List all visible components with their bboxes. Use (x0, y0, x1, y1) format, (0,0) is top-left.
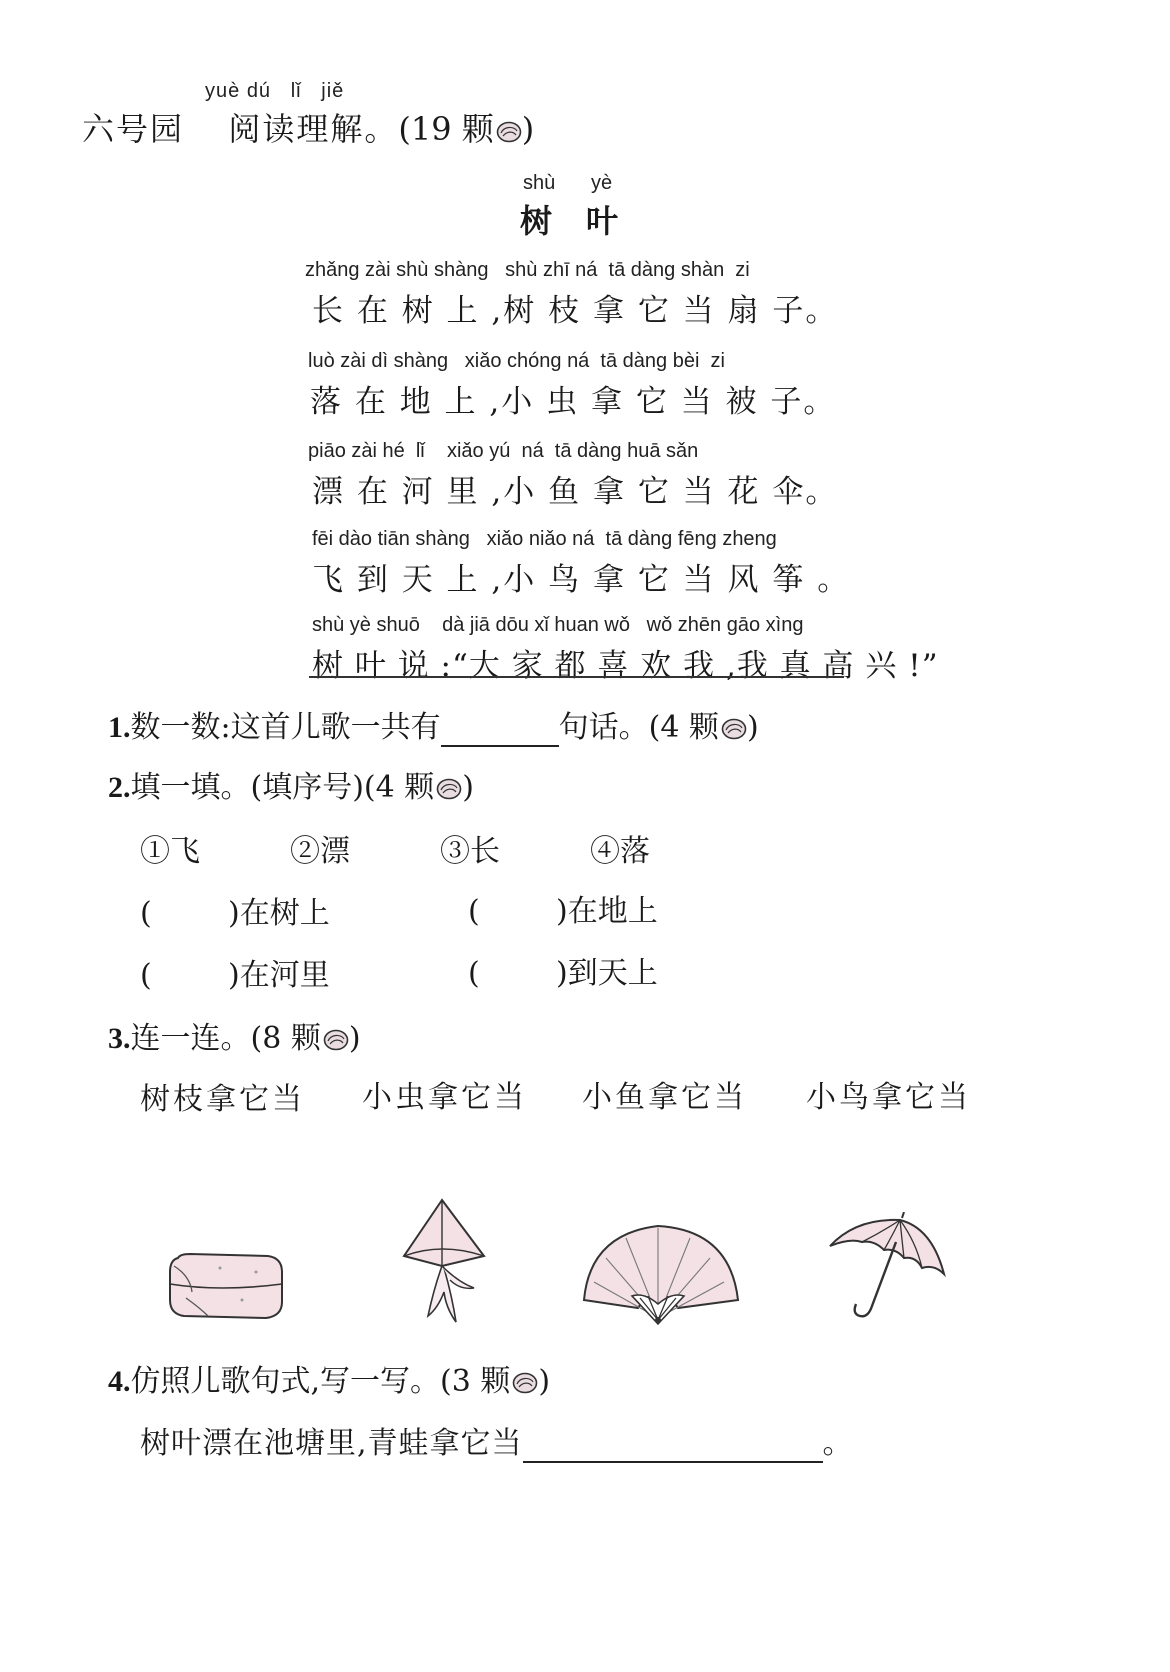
poem-title-pinyin-1: shù (523, 172, 556, 194)
poem-title-pinyin-2: yè (591, 172, 613, 194)
option-1: ①飞 (140, 834, 200, 869)
option-2: ②漂 (290, 834, 350, 869)
poem-line-5-pinyin: shù yè shuō dà jiā dōu xǐ huan wǒ wǒ zhēn gāo xìng (312, 614, 804, 636)
poem-line-1: 长 在 树 上 ,树 枝 拿 它 当 扇 子。 (312, 293, 839, 329)
match-phrase-1[interactable]: 树枝拿它当 (140, 1082, 305, 1117)
section-points: (19 颗 ) (398, 110, 535, 148)
answer-blank-4[interactable] (523, 1426, 823, 1463)
question-1: 1.数一数:这首儿歌一共有 句话。(4 颗 ) (108, 710, 759, 745)
answer-blank-1[interactable] (441, 710, 559, 747)
poem-line-3-pinyin: piāo zài hé lǐ xiǎo yú ná tā dàng huā sǎn (308, 440, 699, 462)
gem-icon (436, 778, 462, 800)
section-title: 阅读理解。 (228, 110, 399, 148)
quilt-icon[interactable] (160, 1238, 290, 1328)
match-phrase-2[interactable]: 小虫拿它当 (362, 1080, 527, 1115)
poem-underline (309, 676, 844, 678)
gem-icon (721, 718, 747, 740)
fill-blank-4[interactable]: ( )到天上 (468, 956, 658, 991)
match-phrase-3[interactable]: 小鱼拿它当 (582, 1080, 747, 1115)
poem-title-char-1: 树 (520, 202, 553, 240)
fill-blank-3[interactable]: ( )在河里 (140, 958, 330, 993)
gem-icon (323, 1029, 349, 1051)
section-header (82, 104, 534, 150)
option-4: ④落 (590, 834, 650, 869)
poem-line-3: 漂 在 河 里 ,小 鱼 拿 它 当 花 伞。 (312, 474, 839, 510)
fill-blank-2[interactable]: ( )在地上 (468, 894, 658, 929)
section-label: 六号园 (82, 110, 185, 148)
poem-title-char-2: 叶 (586, 202, 619, 240)
kite-icon[interactable] (398, 1196, 498, 1331)
gem-icon (496, 121, 522, 143)
poem-line-5: 树 叶 说 :“大 家 都 喜 欢 我 ,我 真 高 兴 !” (312, 648, 939, 684)
umbrella-icon[interactable] (826, 1212, 948, 1330)
match-phrase-4[interactable]: 小鸟拿它当 (806, 1080, 971, 1115)
question-4: 4.仿照儿歌句式,写一写。(3 颗 ) (108, 1364, 551, 1399)
poem-line-2-pinyin: luò zài dì shàng xiǎo chóng ná tā dàng bèi zi (308, 350, 725, 372)
poem-line-2: 落 在 地 上 ,小 虫 拿 它 当 被 子。 (310, 384, 837, 420)
option-3: ③长 (440, 834, 500, 869)
fill-blank-1[interactable]: ( )在树上 (140, 896, 330, 931)
poem-line-1-pinyin: zhǎng zài shù shàng shù zhī ná tā dàng shàn zi (305, 259, 750, 281)
question-2: 2.填一填。(填序号)(4 颗 ) (108, 770, 474, 805)
gem-icon (512, 1372, 538, 1394)
section-title-pinyin: yuè dú lǐ jiě (205, 80, 345, 102)
question-3: 3.连一连。(8 颗 ) (108, 1021, 361, 1056)
poem-line-4-pinyin: fēi dào tiān shàng xiǎo niǎo ná tā dàng fēng zheng (312, 528, 777, 550)
fan-icon[interactable] (580, 1212, 742, 1330)
question-4-sentence: 树叶漂在池塘里,青蛙拿它当 。 (140, 1426, 853, 1461)
poem-line-4: 飞 到 天 上 ,小 鸟 拿 它 当 风 筝 。 (312, 562, 851, 598)
